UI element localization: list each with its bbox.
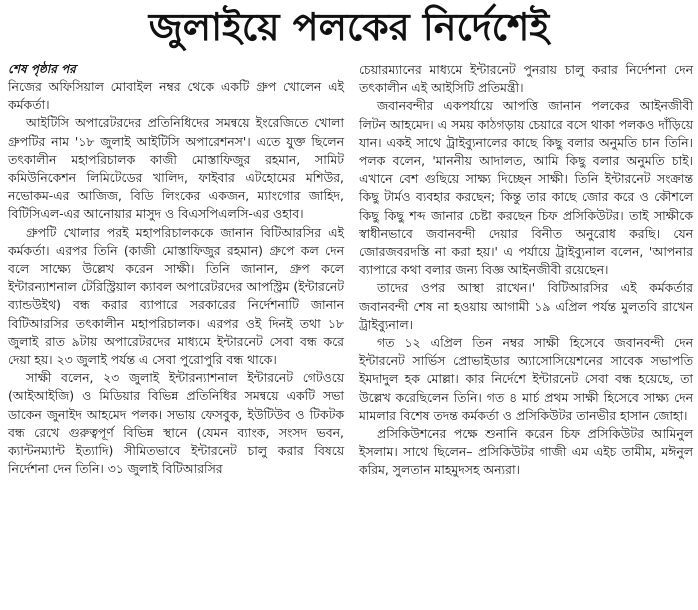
right-column bbox=[359, 61, 693, 480]
paragraph: চেয়ারম্যানের মাধ্যমে ইন্টারনেট পুনরায় চালু করার নির্দেশনা দেন তৎকালীন এই আইসিটি প্রতিমন্ত্রী। bbox=[359, 62, 693, 96]
paragraph: গ্রুপটি খোলার পরই মহাপরিচালককে জানান বিটিআরসির এই কর্মকর্তা। এরপর তিনি (কাজী মোস্তাফিজুর রহমান) গ্রুপে কল দেন বলে সাক্ষ্যে উল্লেখ করেন সাক্ষী। তিনি জানান, গ্রুপ কলে ইন্টারন্যাশনাল টেরিস্ট্রিয়াল ক্যাবল অপারেটরদের আপস্ট্রিম (ইন্টারনেট ব্যান্ডউইথ) বন্ধ করার ব্যাপারে সরকারের নির্দেশনাটি জানান বিটিআরসির তৎকালীন মহাপরিচালক। এরপর ওই দিনই তথা ১৮ জুলাই রাত ৯টায় অপারেটরদের মাধ্যমে ইন্টারনেট সেবা বন্ধ করে দেয়া হয়। ২৩ জুলাই পর্যন্ত এ সেবা পুরোপুরি বন্ধ থাকে। bbox=[8, 224, 344, 368]
paragraph: নিজের অফিসিয়াল মোবাইল নম্বর থেকে একটি গ্রুপ খোলেন এই কর্মকর্তা। bbox=[8, 79, 344, 113]
paragraph: প্রসিকিউশনের পক্ষে শুনানি করেন চিফ প্রসিকিউটর আমিনুল ইসলাম। সাথে ছিলেন– প্রসিকিউটর গাজী এম এইচ তামীম, মঈনুল করিম, সুলতান মাহমুদসহ অন্যরা। bbox=[359, 426, 693, 478]
paragraph: সাক্ষী বলেন, ২৩ জুলাই ইন্টারন্যাশনাল ইন্টারনেট গেটওয়ে (আইআইজি) ও মিডিয়ার বিভিন্ন প্রতিনিধির সমন্বয়ে একটি সভা ডাকেন জুনাইদ আহমেদ পলক। সভায় ফেসবুক, ইউটিউব ও টিকটক বন্ধ রেখে গুরুত্বপূর্ণ বিভিন্ন স্থানে (যেমন ব্যাংক, সংসদ ভবন, ক্যান্টনম্যান্ট ইত্যাদি) সীমিতভাবে ইন্টারনেট চালু করার বিষয়ে নির্দেশনা দেন তিনি। ৩১ জুলাই বিটিআরসির bbox=[8, 370, 344, 477]
paragraph: তাদের ওপর আস্থা রাখেন।' বিটিআরসির এই কর্মকর্তার জবানবন্দী শেষ না হওয়ায় আগামী ১৯ এপ্রিল পর্যন্ত মুলতবি রাখেন ট্রাইব্যুনাল। bbox=[359, 280, 693, 332]
paragraph: জবানবন্দীর একপর্যায়ে আপত্তি জানান পলকের আইনজীবী লিটন আহমেদ। এ সময় কাঠগড়ায় চেয়ারে বসে থাকা পলকও দাঁড়িয়ে যান। একই সাথে ট্রাইব্যুনালের কাছে কিছু বলার অনুমতি চান তিনি। পলক বলেন, 'মাননীয় আদালত, আমি কিছু বলার অনুমতি চাই। এখানে বেশ গুছিয়ে সাক্ষ্য দিচ্ছেন সাক্ষী। তিনি ইন্টারনেট সংক্রান্ত কিছু টার্মও ব্যবহার করছেন; কিন্তু তার কাছে জোর করে ও কৌশলে কিছু কিছু শব্দ জানার চেষ্টা করছেন চিফ প্রসিকিউটর। তাই সাক্ষীকে স্বাধীনভাবে জবানবন্দী দেয়ার বিনীত অনুরোধ করছি। যেন জোরজবরদস্তি না করা হয়।' এ পর্যায়ে ট্রাইব্যুনাল বলেন, 'আপনার ব্যাপারে কথা বলার জন্য বিজ্ঞ আইনজীবী রয়েছেন। bbox=[359, 98, 693, 278]
paragraph: গত ১২ এপ্রিল তিন নম্বর সাক্ষী হিসেবে জবানবন্দী দেন ইন্টারনেট সার্ভিস প্রোভাইডার অ্যাসোসিয়েশনের সাবেক সভাপতি ইমদাদুল হক মোল্লা। কার নির্দেশে ইন্টারনেট সেবা বন্ধ হয়েছে, তা উল্লেখ করেছিলেন তিনি। গত ৪ মার্চ প্রথম সাক্ষী হিসেবে সাক্ষ্য দেন মামলার বিশেষ তদন্ত কর্মকর্তা ও প্রসিকিউটর তানভীর হাসান জোহা। bbox=[359, 335, 693, 423]
left-column bbox=[8, 60, 344, 478]
continued-from-label: শেষ পৃষ্ঠার পর bbox=[8, 62, 76, 76]
headline: জুলাইয়ে পলকের নির্দেশেই bbox=[148, 5, 550, 49]
paragraph: আইটিসি অপারেটরদের প্রতিনিধিদের সমন্বয়ে ইংরেজিতে খোলা গ্রুপটির নাম '১৮ জুলাই আইটিসি অপারেশনস'। এতে যুক্ত ছিলেন তৎকালীন মহাপরিচালক কাজী মোস্তাফিজুর রহমান, সামিট কমিউনিকেশন লিমিটেডের খালিদ, ফাইবার এটহোমের মশিউর, নভোকম-এর আজিজ, বিডি লিংকের একজন, ম্যাংগোর জাহিদ, বিটিসিএল-এর আনোয়ার মাসুদ ও বিএসপিএলসি-এর ওহাব। bbox=[8, 115, 344, 222]
